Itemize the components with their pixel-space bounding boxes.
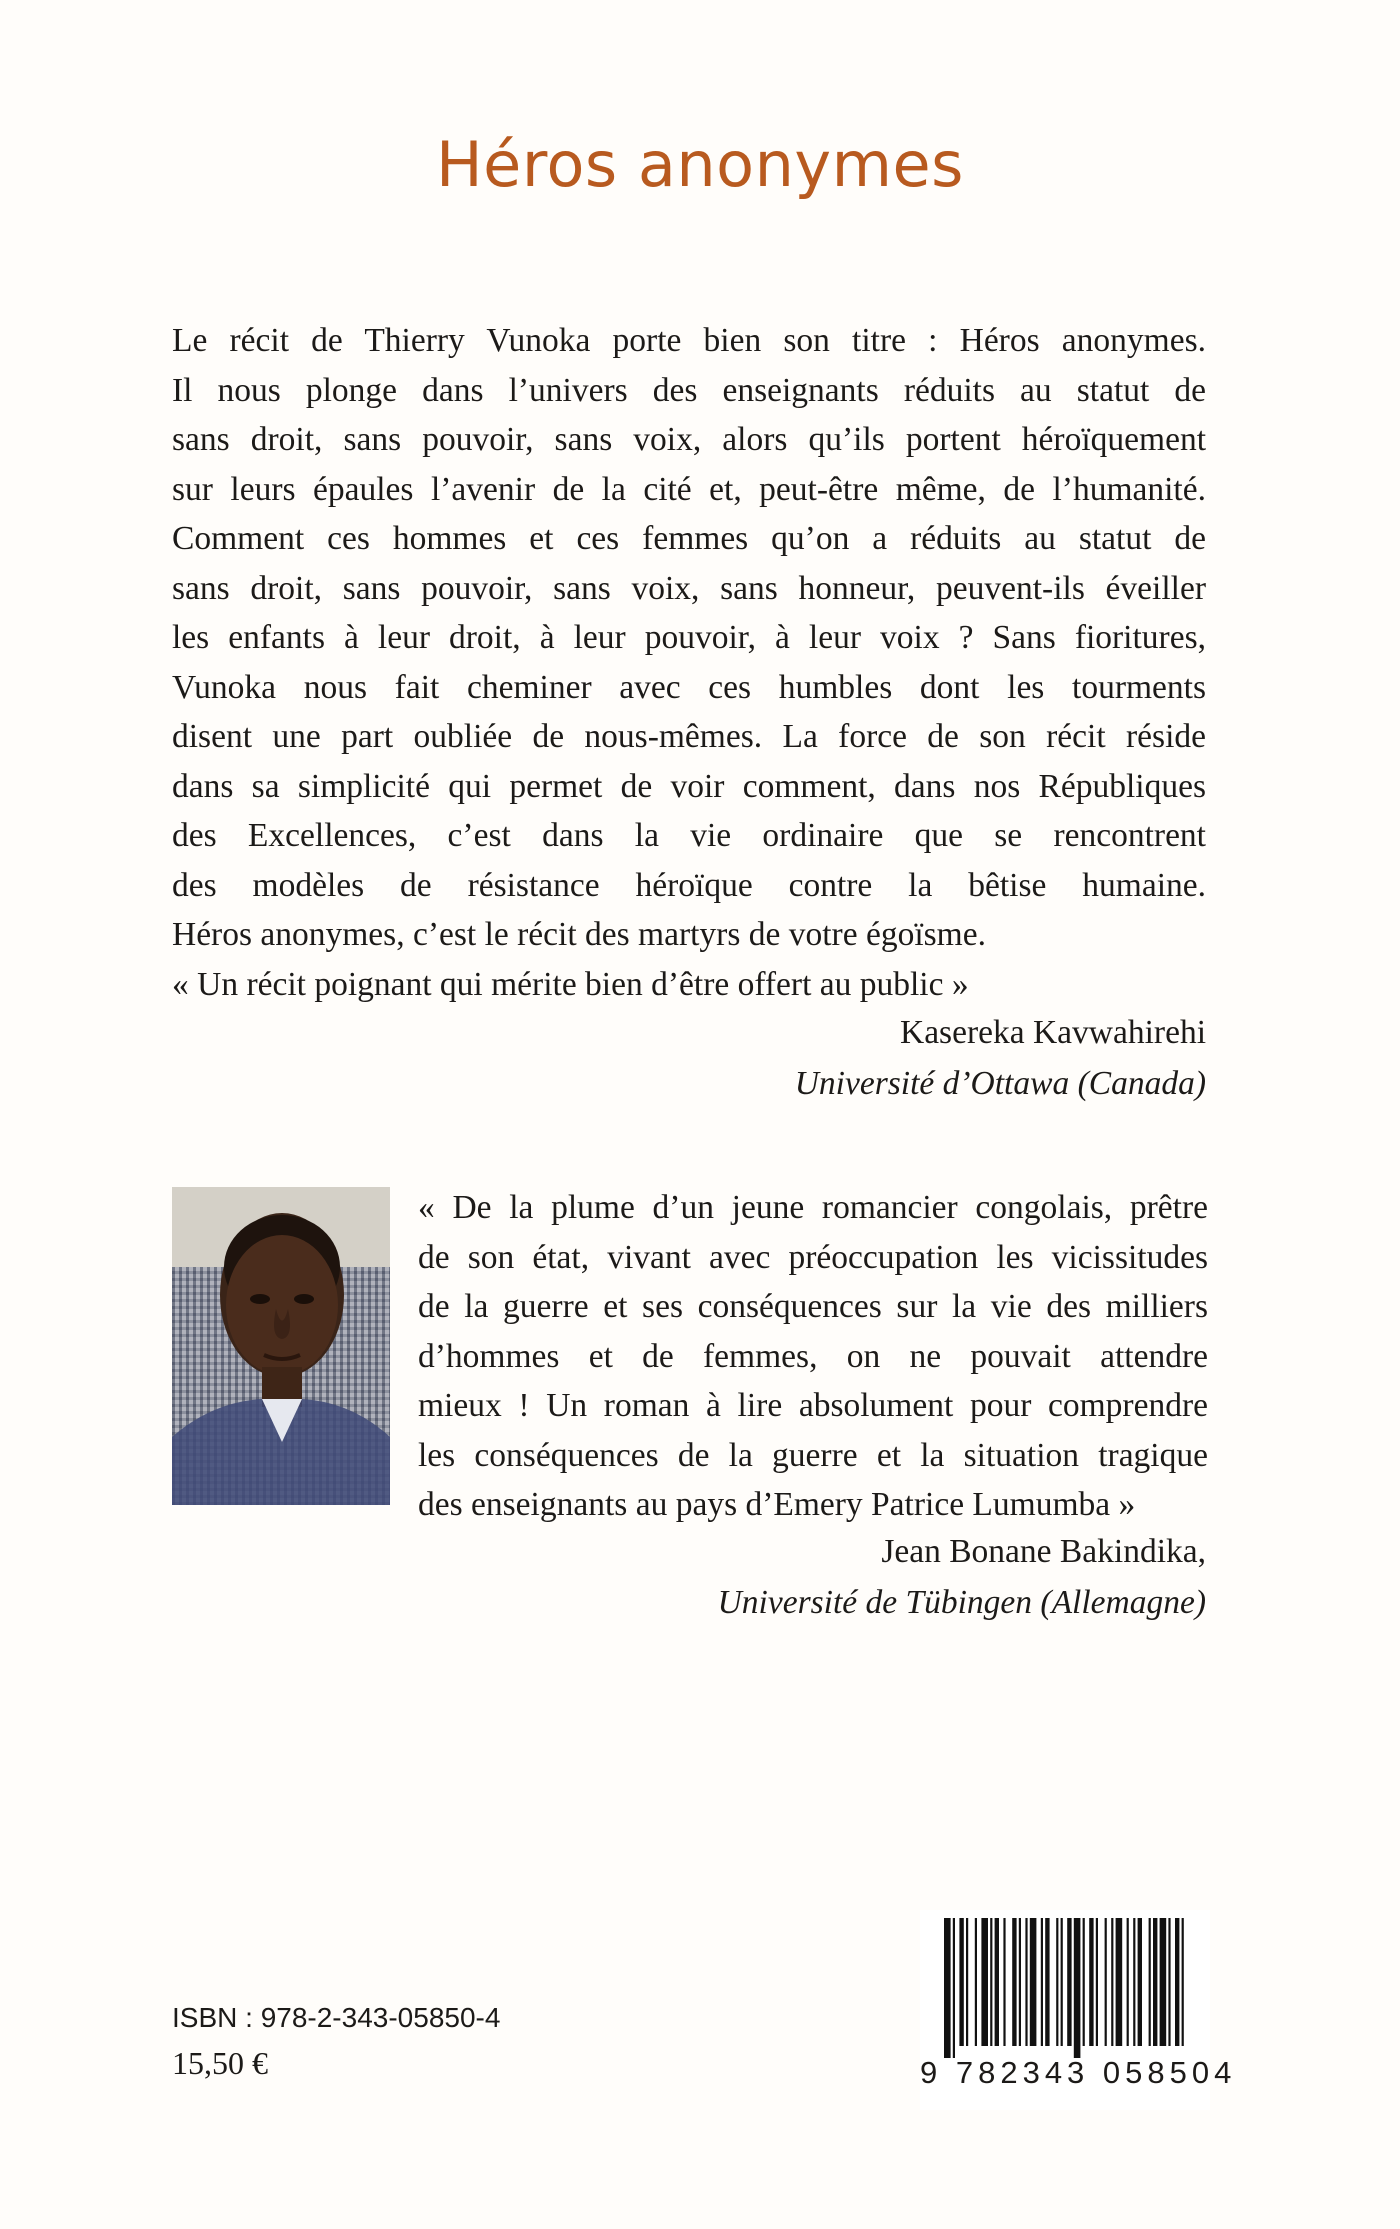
isbn-text: ISBN : 978-2-343-05850-4 bbox=[172, 2002, 501, 2033]
barcode-bar bbox=[1133, 1918, 1135, 2046]
barcode-bar bbox=[995, 1918, 999, 2046]
blurb-line: dans sa simplicité qui permet de voir comment, dans nos Républiques bbox=[172, 767, 1206, 805]
book-title: Héros anonymes bbox=[436, 128, 964, 201]
author-quote bbox=[418, 1183, 1208, 1530]
barcode-bar bbox=[1003, 1918, 1005, 2046]
blurb-line: Le récit de Thierry Vunoka porte bien son titre : Héros anonymes. bbox=[172, 322, 1206, 359]
blurb-line: sans droit, sans pouvoir, sans voix, sans honneur, peuvent-ils éveiller bbox=[172, 569, 1206, 607]
blurb-signature-name: Kasereka Kavwahirehi bbox=[900, 1014, 1206, 1051]
barcode-digits: 9 782343 058504 bbox=[920, 2055, 1237, 2090]
blurb-line: sans droit, sans pouvoir, sans voix, alors qu’ils portent héroïquement bbox=[172, 421, 1206, 458]
price-text: 15,50 € bbox=[172, 2045, 268, 2081]
barcode-bar bbox=[1182, 1918, 1184, 2046]
barcode-bar bbox=[1160, 1918, 1167, 2046]
quote-signature-affiliation: Université de Tübingen (Allemagne) bbox=[717, 1584, 1206, 1621]
quote-line: des enseignants au pays d’Emery Patrice Lumumba » bbox=[418, 1486, 1136, 1523]
quote-line: de la guerre et ses conséquences sur la vie des milliers bbox=[418, 1288, 1208, 1325]
blurb-signature-affiliation: Université d’Ottawa (Canada) bbox=[794, 1065, 1206, 1102]
barcode-bar bbox=[1083, 1918, 1085, 2046]
barcode-bar bbox=[981, 1918, 988, 2046]
barcode-bar bbox=[1061, 1918, 1063, 2046]
barcode-bar bbox=[1111, 1918, 1113, 2046]
barcode-bar bbox=[1074, 1918, 1081, 2058]
barcode-bar bbox=[1056, 1918, 1058, 2046]
barcode-bar bbox=[1127, 1918, 1129, 2046]
blurb-line: des modèles de résistance héroïque contre la bêtise humaine. bbox=[172, 866, 1206, 904]
barcode-bar bbox=[1041, 1918, 1043, 2046]
blurb-line: Comment ces hommes et ces femmes qu’on a réduits au statut de bbox=[172, 520, 1206, 557]
barcode-bar bbox=[1025, 1918, 1027, 2046]
back-cover-blurb bbox=[172, 316, 1206, 1009]
barcode-bar bbox=[1153, 1918, 1157, 2046]
barcode-bar bbox=[1019, 1918, 1021, 2046]
quote-signature-name: Jean Bonane Bakindika, bbox=[881, 1533, 1206, 1570]
barcode-bar bbox=[1030, 1918, 1037, 2046]
barcode-bar bbox=[1175, 1918, 1179, 2046]
blurb-line: sur leurs épaules l’avenir de la cité et, peut-être même, de l’humanité. bbox=[172, 470, 1206, 508]
barcode-bar bbox=[1012, 1918, 1016, 2046]
quote-line: « De la plume d’un jeune romancier congolais, prêtre bbox=[418, 1189, 1208, 1226]
blurb-line: disent une part oubliée de nous-mêmes. La force de son récit réside bbox=[172, 718, 1206, 755]
barcode-bar bbox=[1096, 1918, 1098, 2046]
barcode-bar bbox=[1149, 1918, 1151, 2046]
blurb-line: Il nous plonge dans l’univers des enseignants réduits au statut de bbox=[172, 371, 1206, 409]
quote-line: d’hommes et de femmes, on ne pouvait attendre bbox=[418, 1337, 1208, 1375]
barcode-bar bbox=[959, 1918, 963, 2046]
quote-line: mieux ! Un roman à lire absolument pour comprendre bbox=[418, 1387, 1208, 1424]
barcode-bar bbox=[966, 1918, 968, 2046]
quote-line: les conséquences de la guerre et la situation tragique bbox=[418, 1436, 1208, 1474]
barcode-bar bbox=[1168, 1918, 1170, 2046]
barcode-bar bbox=[990, 1918, 992, 2046]
barcode-bar bbox=[975, 1918, 977, 2046]
barcode-bars-graphic bbox=[940, 1918, 1190, 2058]
quote-line: de son état, vivant avec préoccupation les vicissitudes bbox=[418, 1238, 1208, 1276]
barcode-bar bbox=[944, 1918, 951, 2058]
barcode-bar bbox=[953, 1918, 955, 2058]
author-photo bbox=[172, 1187, 390, 1505]
barcode-bar bbox=[1089, 1918, 1093, 2046]
barcode-bar bbox=[1105, 1918, 1107, 2046]
barcode-bar bbox=[1116, 1918, 1123, 2046]
author-portrait-illustration bbox=[172, 1187, 390, 1505]
blurb-line: Héros anonymes, c’est le récit des martyrs de votre égoïsme. bbox=[172, 916, 986, 953]
barcode-bar bbox=[1067, 1918, 1071, 2046]
blurb-quote-line: « Un récit poignant qui mérite bien d’être offert au public » bbox=[172, 965, 969, 1003]
barcode-bar bbox=[1045, 1918, 1049, 2046]
barcode-bar bbox=[1138, 1918, 1142, 2046]
blurb-line: les enfants à leur droit, à leur pouvoir, à leur voix ? Sans fioritures, bbox=[172, 619, 1206, 656]
blurb-line: des Excellences, c’est dans la vie ordinaire que se rencontrent bbox=[172, 817, 1206, 854]
blurb-line: Vunoka nous fait cheminer avec ces humbles dont les tourments bbox=[172, 668, 1206, 706]
isbn-barcode bbox=[920, 1910, 1237, 2110]
